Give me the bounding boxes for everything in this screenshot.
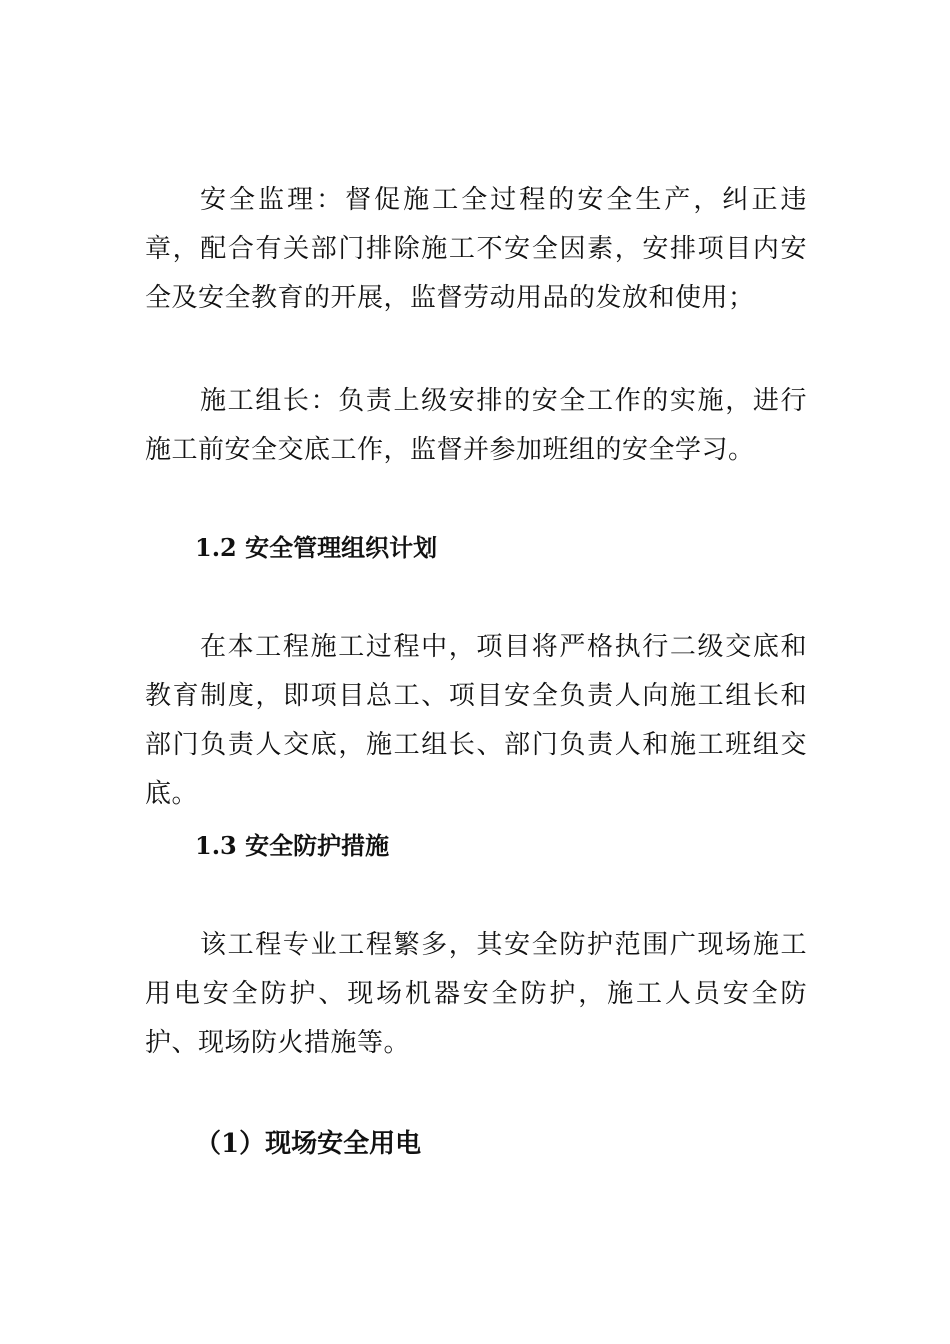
section-heading-1-3: 1.3 安全防护措施: [195, 831, 390, 860]
section-heading-1-2: 1.2 安全管理组织计划: [195, 533, 438, 562]
paragraph-protection-scope: 该工程专业工程繁多，其安全防护范围广现场施工用电安全防护、现场机器安全防护，施工人员安全防护、现场防火措施等。: [145, 930, 807, 1058]
subheading-site-electricity: （1）现场安全用电: [195, 1129, 422, 1159]
paragraph-construction-leader: 施工组长：负责上级安排的安全工作的实施，进行施工前安全交底工作，监督并参加班组的安全学习。: [145, 386, 807, 465]
paragraph-safety-supervision: 安全监理：督促施工全过程的安全生产，纠正违章，配合有关部门排除施工不安全因素，安排项目内安全及安全教育的开展，监督劳动用品的发放和使用；: [145, 185, 807, 313]
paragraph-disclosure-system: 在本工程施工过程中，项目将严格执行二级交底和教育制度，即项目总工、项目安全负责人向施工组长和部门负责人交底，施工组长、部门负责人和施工班组交底。: [145, 632, 807, 809]
